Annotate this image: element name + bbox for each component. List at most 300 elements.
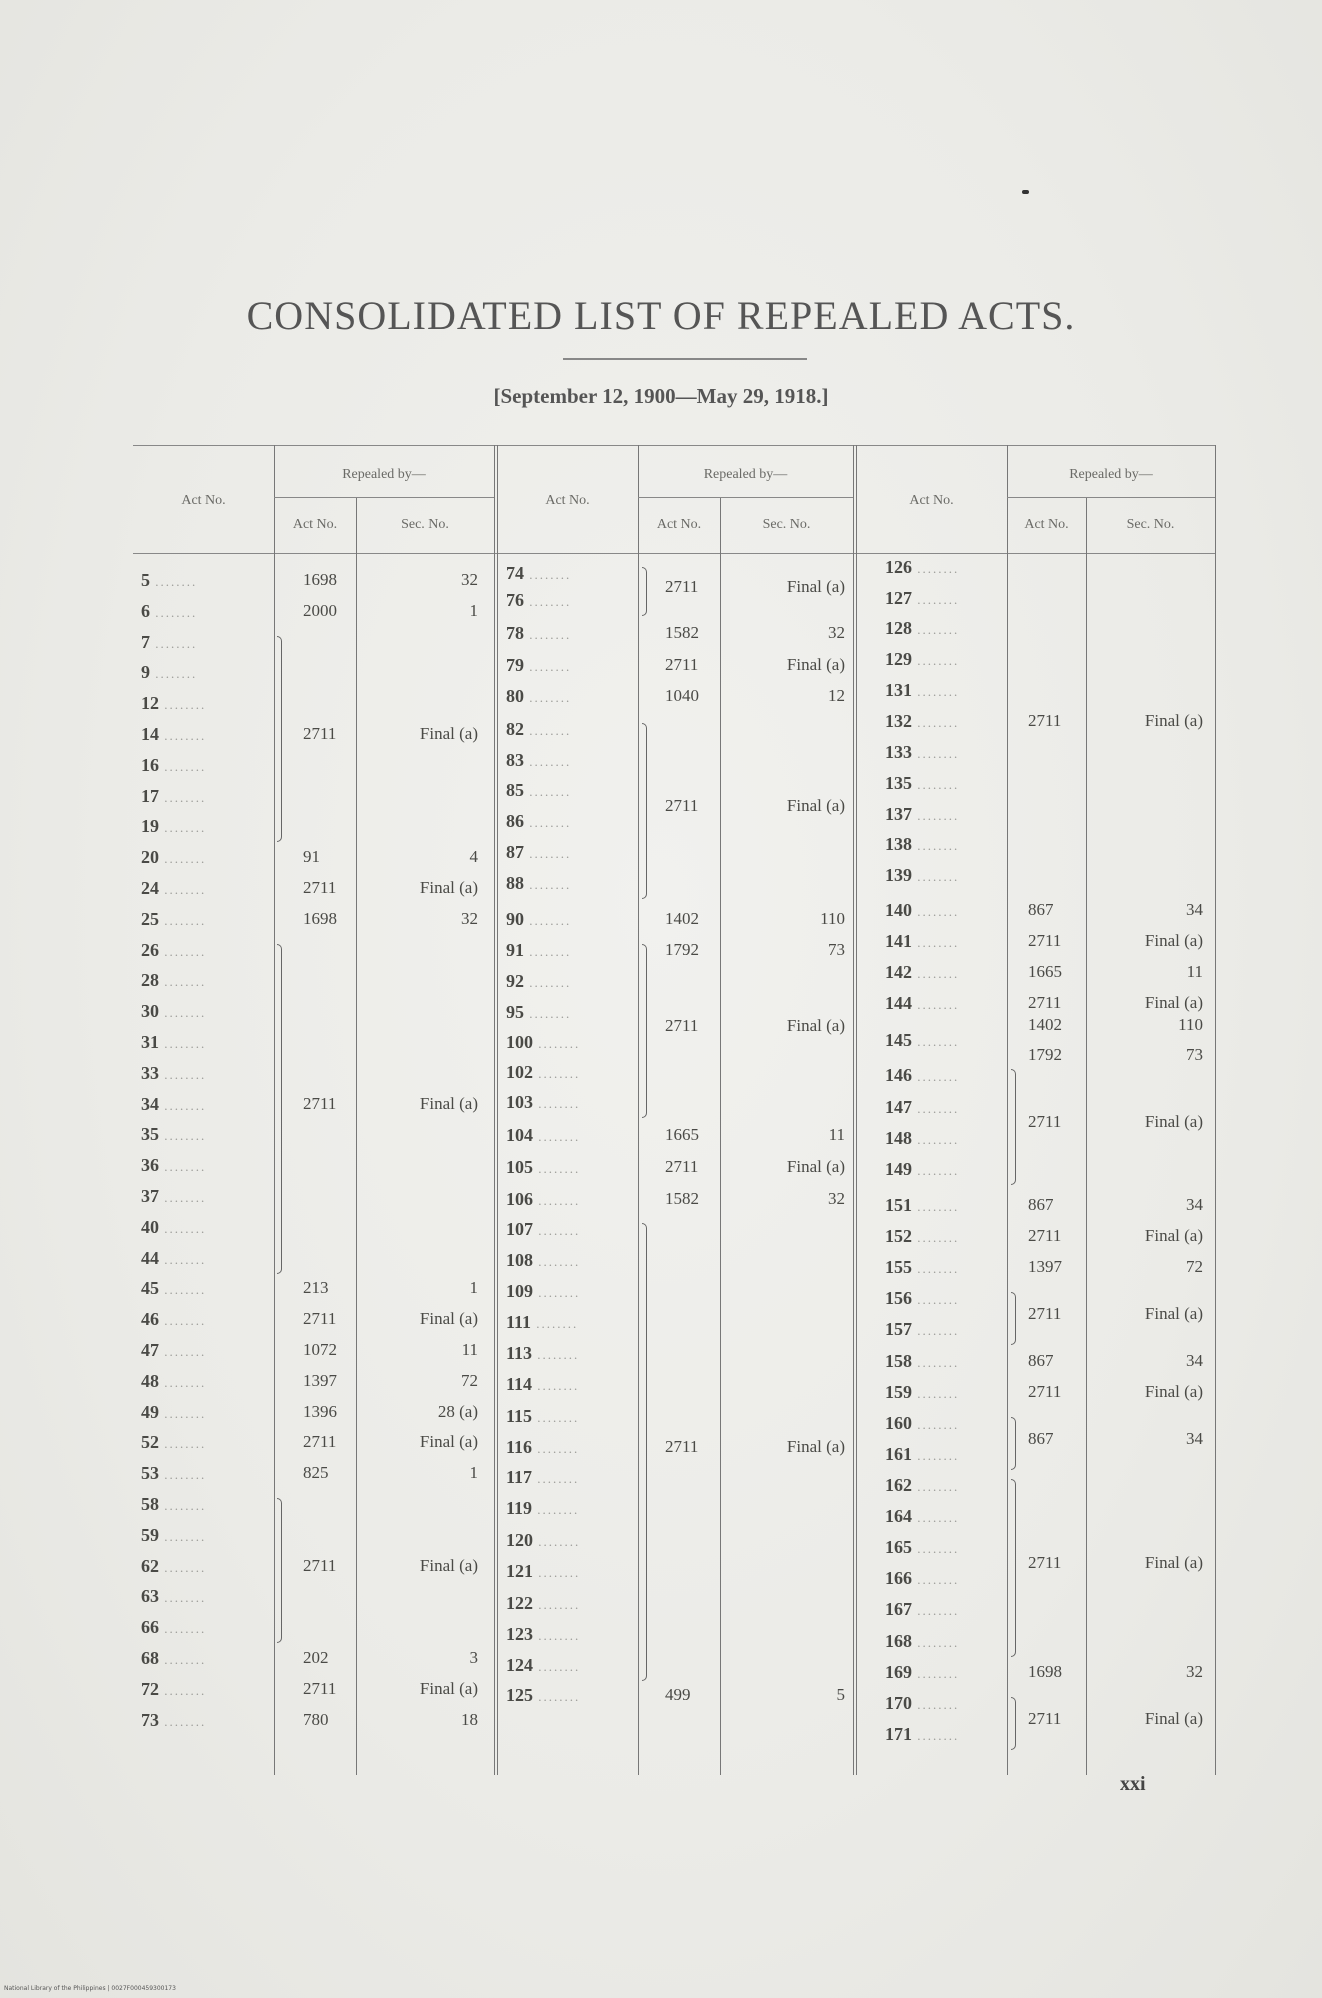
repealing-act-number: 867 [1028, 1351, 1054, 1370]
act-number [506, 909, 571, 930]
act-number [141, 909, 206, 930]
leader-dots: ........ [532, 1441, 580, 1456]
leader-dots: ........ [159, 943, 207, 959]
act-number-value: 36 [141, 1155, 159, 1176]
act-number [506, 780, 571, 801]
leader-dots: ........ [912, 1510, 960, 1525]
subheader-rule [274, 497, 494, 498]
repealing-act-number: 2711 [1028, 1708, 1062, 1728]
leader-dots: ........ [533, 1129, 581, 1144]
repealing-act-number: 2711 [303, 1093, 337, 1113]
act-number-value: 40 [141, 1216, 159, 1237]
act-number [141, 1556, 206, 1577]
act-number [141, 1525, 206, 1546]
act-number [141, 1217, 206, 1238]
repealing-act-number: 1397 [1028, 1257, 1062, 1276]
leader-dots: ........ [159, 1652, 207, 1667]
leader-dots: ........ [159, 1621, 207, 1637]
repealing-act-number: 2711 [665, 1437, 699, 1456]
header-bottom-rule [133, 553, 1216, 554]
leader-dots: ........ [533, 1036, 581, 1051]
act-number-value: 72 [141, 1678, 159, 1699]
act-number [141, 1124, 206, 1145]
repealing-act-number: 1698 [1028, 1662, 1062, 1681]
leader-dots: ........ [912, 1635, 960, 1650]
col-divider [638, 445, 639, 1775]
section-number: Final (a) [1144, 1303, 1203, 1323]
act-number-value: 78 [506, 623, 524, 643]
page-number: xxi [1120, 1773, 1146, 1795]
act-number-value: 108 [506, 1250, 533, 1270]
act-number [141, 693, 206, 714]
leader-dots: ........ [912, 808, 960, 823]
act-number [885, 588, 959, 609]
repealing-act-number: 1792 [665, 940, 699, 959]
act-number [885, 680, 959, 701]
leader-dots: ........ [912, 1417, 960, 1432]
act-number-value: 45 [141, 1278, 159, 1299]
act-number-value: 145 [885, 1030, 912, 1050]
section-number: Final (a) [786, 655, 845, 674]
repealing-act-number: 1396 [303, 1401, 337, 1421]
act-number [506, 873, 571, 894]
repealing-act-number: 2711 [665, 796, 699, 815]
act-number [141, 970, 206, 991]
act-number [506, 563, 571, 584]
leader-dots: ........ [533, 1659, 581, 1674]
act-number-value: 48 [141, 1370, 159, 1391]
act-number [506, 1498, 579, 1519]
section-number: 11 [461, 1340, 478, 1359]
act-number-value: 9 [141, 662, 150, 683]
act-number-value: 34 [141, 1093, 159, 1114]
section-number: 73 [828, 940, 845, 959]
repealing-act-number: 867 [1028, 900, 1054, 919]
leader-dots: ........ [912, 1355, 960, 1370]
page-title: CONSOLIDATED LIST OF REPEALED ACTS. [246, 293, 1076, 338]
leader-dots: ........ [912, 1069, 960, 1084]
act-number [506, 590, 571, 611]
act-number [506, 1002, 571, 1023]
act-number-value: 35 [141, 1124, 159, 1145]
leader-dots: ........ [524, 723, 572, 738]
leader-dots: ........ [912, 746, 960, 761]
act-number-value: 24 [141, 878, 159, 898]
leader-dots: ........ [912, 1479, 960, 1494]
leader-dots: ........ [912, 1448, 960, 1463]
act-number-value: 83 [506, 750, 524, 770]
header-act-no: Act No. [181, 493, 226, 508]
section-number: Final (a) [419, 724, 478, 743]
leader-dots: ........ [533, 1223, 581, 1238]
col-divider [720, 497, 721, 1775]
act-number [141, 847, 206, 868]
table-top-rule [133, 445, 1216, 446]
act-number-value: 119 [506, 1498, 533, 1518]
act-number [141, 1340, 206, 1361]
header-sec-no: Sec. No. [401, 517, 449, 532]
act-number [506, 623, 571, 644]
act-number [885, 1159, 959, 1180]
leader-dots: ........ [159, 1066, 207, 1082]
act-number-value: 164 [885, 1506, 912, 1526]
leader-dots: ........ [159, 789, 207, 805]
col-divider [1086, 497, 1087, 1775]
leader-dots: ........ [912, 653, 960, 668]
section-number: Final (a) [419, 1678, 478, 1698]
act-number-value: 16 [141, 754, 159, 775]
leader-dots: ........ [912, 561, 960, 576]
repealing-act-number: 2711 [303, 1678, 337, 1698]
repealing-act-number: 1402 [1028, 1015, 1062, 1034]
act-number [885, 711, 959, 732]
leader-dots: ........ [159, 1036, 207, 1051]
act-number [885, 1351, 959, 1372]
section-number: 18 [461, 1709, 478, 1729]
leader-dots: ........ [524, 815, 572, 830]
act-number-value: 33 [141, 1062, 159, 1083]
act-number [141, 1278, 206, 1299]
act-number [506, 686, 571, 707]
leader-dots: ........ [159, 1128, 207, 1144]
act-number-value: 103 [506, 1092, 533, 1112]
leader-dots: ........ [912, 997, 960, 1012]
leader-dots: ........ [531, 1316, 579, 1331]
act-number-value: 120 [506, 1530, 533, 1550]
act-number-value: 59 [141, 1524, 159, 1545]
grouping-brace [642, 723, 647, 899]
subheader-rule [1007, 497, 1215, 498]
leader-dots: ........ [912, 1292, 960, 1307]
repealing-act-number: 1698 [303, 908, 337, 928]
act-number-value: 88 [506, 873, 524, 893]
act-number-value: 168 [885, 1631, 912, 1651]
act-number-value: 148 [885, 1128, 912, 1148]
act-number [506, 1655, 580, 1676]
section-number: Final (a) [786, 1016, 845, 1035]
leader-dots: ........ [912, 904, 960, 919]
col-divider [274, 445, 275, 1775]
leader-dots: ........ [912, 1728, 960, 1743]
act-number-value: 53 [141, 1463, 159, 1484]
leader-dots: ........ [533, 1628, 581, 1643]
repealing-act-number: 213 [303, 1278, 329, 1298]
grouping-brace [277, 1498, 282, 1643]
header-sub-act-no: Act No. [1024, 517, 1069, 532]
grouping-brace [1011, 1479, 1016, 1657]
act-number [885, 962, 959, 983]
act-number [141, 1432, 206, 1453]
repealing-act-number: 1792 [1028, 1045, 1062, 1064]
col-divider [1007, 445, 1008, 1775]
leader-dots: ........ [524, 846, 572, 861]
act-number-value: 79 [506, 655, 524, 675]
section-number: 34 [1186, 1351, 1203, 1370]
act-number-value: 140 [885, 900, 912, 920]
leader-dots: ........ [912, 715, 960, 730]
leader-dots: ........ [159, 882, 207, 897]
leader-dots: ........ [912, 622, 960, 637]
leader-dots: ........ [524, 944, 572, 959]
leader-dots: ........ [912, 777, 960, 792]
act-number [506, 1189, 580, 1210]
act-number-value: 91 [506, 940, 524, 960]
act-number-value: 137 [885, 804, 912, 824]
act-number [141, 1710, 206, 1731]
leader-dots: ........ [524, 1006, 572, 1021]
repealing-act-number: 1698 [303, 570, 337, 589]
header-sub-act-no: Act No. [656, 517, 702, 532]
repealing-act-number: 2711 [1028, 711, 1062, 730]
act-number-value: 156 [885, 1288, 912, 1308]
act-number [506, 1685, 580, 1706]
act-number-value: 107 [506, 1219, 533, 1239]
leader-dots: ........ [532, 1410, 580, 1425]
repealing-act-number: 2711 [1028, 993, 1062, 1012]
act-number [885, 1097, 959, 1118]
act-number [885, 865, 959, 886]
subheader-rule [638, 497, 853, 498]
leader-dots: ........ [159, 758, 207, 774]
act-number [885, 1631, 959, 1652]
act-number-value: 90 [506, 909, 524, 929]
act-number-value: 25 [141, 908, 159, 929]
act-number [885, 1382, 959, 1403]
act-number-value: 167 [885, 1599, 912, 1619]
act-number-value: 166 [885, 1568, 912, 1588]
act-number [506, 750, 571, 771]
act-number-value: 170 [885, 1693, 912, 1713]
leader-dots: ........ [533, 1565, 581, 1580]
act-number [506, 1343, 579, 1364]
act-number-value: 62 [141, 1555, 159, 1576]
act-number-value: 68 [141, 1648, 159, 1668]
act-number [506, 842, 571, 863]
section-number: 32 [461, 908, 478, 928]
act-number-value: 144 [885, 993, 912, 1013]
act-number-value: 133 [885, 742, 912, 762]
act-number [506, 1092, 580, 1113]
act-number [885, 931, 959, 952]
section-number: Final (a) [786, 1437, 845, 1456]
act-number-value: 155 [885, 1257, 912, 1277]
grouping-brace [1011, 1292, 1016, 1345]
act-number [885, 1568, 959, 1589]
act-number [506, 1374, 579, 1395]
act-number-value: 37 [141, 1186, 159, 1206]
section-number: Final (a) [1144, 1226, 1203, 1245]
act-number-value: 17 [141, 785, 159, 806]
act-number-value: 123 [506, 1624, 533, 1644]
act-number [141, 1679, 206, 1700]
leader-dots: ........ [912, 1386, 960, 1401]
repealing-act-number: 1582 [665, 623, 699, 642]
section-number: 73 [1186, 1045, 1203, 1064]
act-number [141, 724, 206, 745]
leader-dots: ........ [159, 1344, 207, 1359]
act-number [141, 1463, 206, 1484]
repealing-act-number: 2711 [303, 1432, 337, 1452]
act-number [141, 1001, 206, 1022]
act-number-value: 87 [506, 842, 524, 862]
header-repealed-by: Repealed by— [342, 467, 426, 482]
act-number [141, 1402, 206, 1423]
leader-dots: ........ [912, 1323, 960, 1338]
act-number-value: 151 [885, 1195, 912, 1215]
act-number [885, 1537, 959, 1558]
section-number: 12 [828, 686, 845, 705]
leader-dots: ........ [532, 1347, 580, 1362]
act-number-value: 139 [885, 865, 912, 885]
act-number [506, 1530, 580, 1551]
section-number: 32 [828, 1189, 845, 1208]
act-number [141, 1094, 206, 1115]
leader-dots: ........ [912, 1666, 960, 1681]
header-sub-act-no: Act No. [292, 517, 338, 532]
act-number-value: 44 [141, 1247, 159, 1268]
act-number-value: 115 [506, 1406, 533, 1426]
repealing-act-number: 2711 [1028, 1226, 1062, 1245]
repealing-act-number: 2711 [303, 1555, 337, 1575]
act-number-value: 73 [141, 1709, 159, 1730]
section-number: 72 [1186, 1257, 1203, 1276]
section-number: 28 (a) [437, 1401, 478, 1421]
section-number: Final (a) [786, 796, 845, 815]
act-number-value: 95 [506, 1002, 524, 1022]
leader-dots: ........ [912, 684, 960, 699]
leader-dots: ........ [159, 974, 207, 990]
act-number-value: 117 [506, 1467, 533, 1487]
act-number-value: 158 [885, 1351, 912, 1371]
act-number-value: 125 [506, 1685, 533, 1705]
leader-dots: ........ [159, 1467, 207, 1483]
act-number-value: 6 [141, 600, 150, 621]
act-number [885, 742, 959, 763]
leader-dots: ........ [532, 1471, 580, 1486]
leader-dots: ........ [532, 1378, 580, 1393]
leader-dots: ........ [159, 728, 207, 743]
leader-dots: ........ [150, 604, 198, 620]
act-number [885, 618, 959, 639]
grouping-brace [277, 636, 282, 843]
act-number-value: 149 [885, 1159, 912, 1179]
repealing-act-number: 2711 [1028, 931, 1062, 950]
repealing-act-number: 2711 [665, 1016, 699, 1035]
act-number-value: 19 [141, 816, 159, 837]
act-number-value: 147 [885, 1097, 912, 1117]
act-number-value: 171 [885, 1724, 912, 1744]
act-number-value: 100 [506, 1032, 533, 1052]
leader-dots: ........ [912, 838, 960, 853]
act-number [885, 1506, 959, 1527]
grouping-brace [642, 567, 647, 616]
act-number-value: 7 [141, 631, 150, 652]
act-number [141, 1494, 206, 1515]
act-number [141, 1586, 206, 1607]
act-number-value: 80 [506, 686, 524, 706]
leader-dots: ........ [159, 1313, 207, 1329]
act-number [141, 601, 197, 622]
grouping-brace [1011, 1069, 1016, 1185]
act-number [885, 1475, 959, 1496]
leader-dots: ........ [912, 1101, 960, 1116]
leader-dots: ........ [533, 1689, 581, 1704]
grouping-brace [277, 944, 282, 1274]
act-number [506, 1032, 580, 1053]
leader-dots: ........ [524, 594, 572, 609]
act-number-value: 128 [885, 618, 912, 638]
leader-dots: ........ [912, 1541, 960, 1556]
section-number: 110 [820, 909, 845, 928]
act-number [141, 1617, 206, 1638]
repealing-act-number: 2711 [665, 576, 699, 596]
act-number [506, 1561, 580, 1582]
act-number [885, 1599, 959, 1620]
header-sec-no: Sec. No. [762, 517, 811, 532]
section-number: Final (a) [1144, 1112, 1203, 1131]
act-number-value: 106 [506, 1189, 533, 1209]
act-number [506, 1157, 580, 1178]
leader-dots: ........ [533, 1193, 581, 1208]
leader-dots: ........ [524, 877, 572, 892]
leader-dots: ........ [524, 567, 572, 582]
leader-dots: ........ [159, 1498, 207, 1513]
act-number [506, 655, 571, 676]
leader-dots: ........ [524, 627, 572, 642]
act-number [141, 755, 206, 776]
repealing-act-number: 202 [303, 1648, 329, 1667]
section-number: Final (a) [1144, 993, 1203, 1012]
leader-dots: ........ [159, 1220, 207, 1236]
act-number [506, 719, 571, 740]
leader-dots: ........ [524, 975, 572, 990]
section-number: 1 [469, 1463, 478, 1483]
repealing-act-number: 780 [303, 1709, 329, 1729]
leader-dots: ........ [159, 912, 207, 928]
act-number-value: 85 [506, 780, 524, 800]
leader-dots: ........ [912, 1230, 960, 1245]
section-number: 72 [461, 1370, 478, 1390]
leader-dots: ........ [524, 784, 572, 799]
act-number [885, 1128, 959, 1149]
act-number [885, 1662, 959, 1683]
act-number-value: 76 [506, 590, 524, 610]
section-number: 1 [469, 600, 478, 620]
section-number: Final (a) [1144, 711, 1203, 730]
act-number-value: 109 [506, 1281, 533, 1301]
leader-dots: ........ [159, 1005, 207, 1021]
act-number-value: 5 [141, 570, 150, 590]
repealing-act-number: 2711 [303, 878, 337, 897]
act-number-value: 157 [885, 1319, 912, 1339]
act-number [141, 1155, 206, 1176]
act-number-value: 129 [885, 649, 912, 669]
act-number-value: 131 [885, 680, 912, 700]
leader-dots: ........ [533, 1161, 581, 1176]
repealing-act-number: 1665 [665, 1125, 699, 1144]
section-number: Final (a) [419, 1432, 478, 1452]
act-number-value: 26 [141, 939, 159, 960]
act-number-value: 161 [885, 1444, 912, 1464]
col-divider [356, 497, 357, 1775]
act-number-value: 30 [141, 1001, 159, 1022]
repealed-acts-table [133, 445, 1216, 1775]
act-number-value: 135 [885, 773, 912, 793]
act-number-value: 92 [506, 971, 524, 991]
act-number-value: 141 [885, 931, 912, 951]
act-number [506, 1437, 579, 1458]
leader-dots: ........ [912, 1603, 960, 1618]
